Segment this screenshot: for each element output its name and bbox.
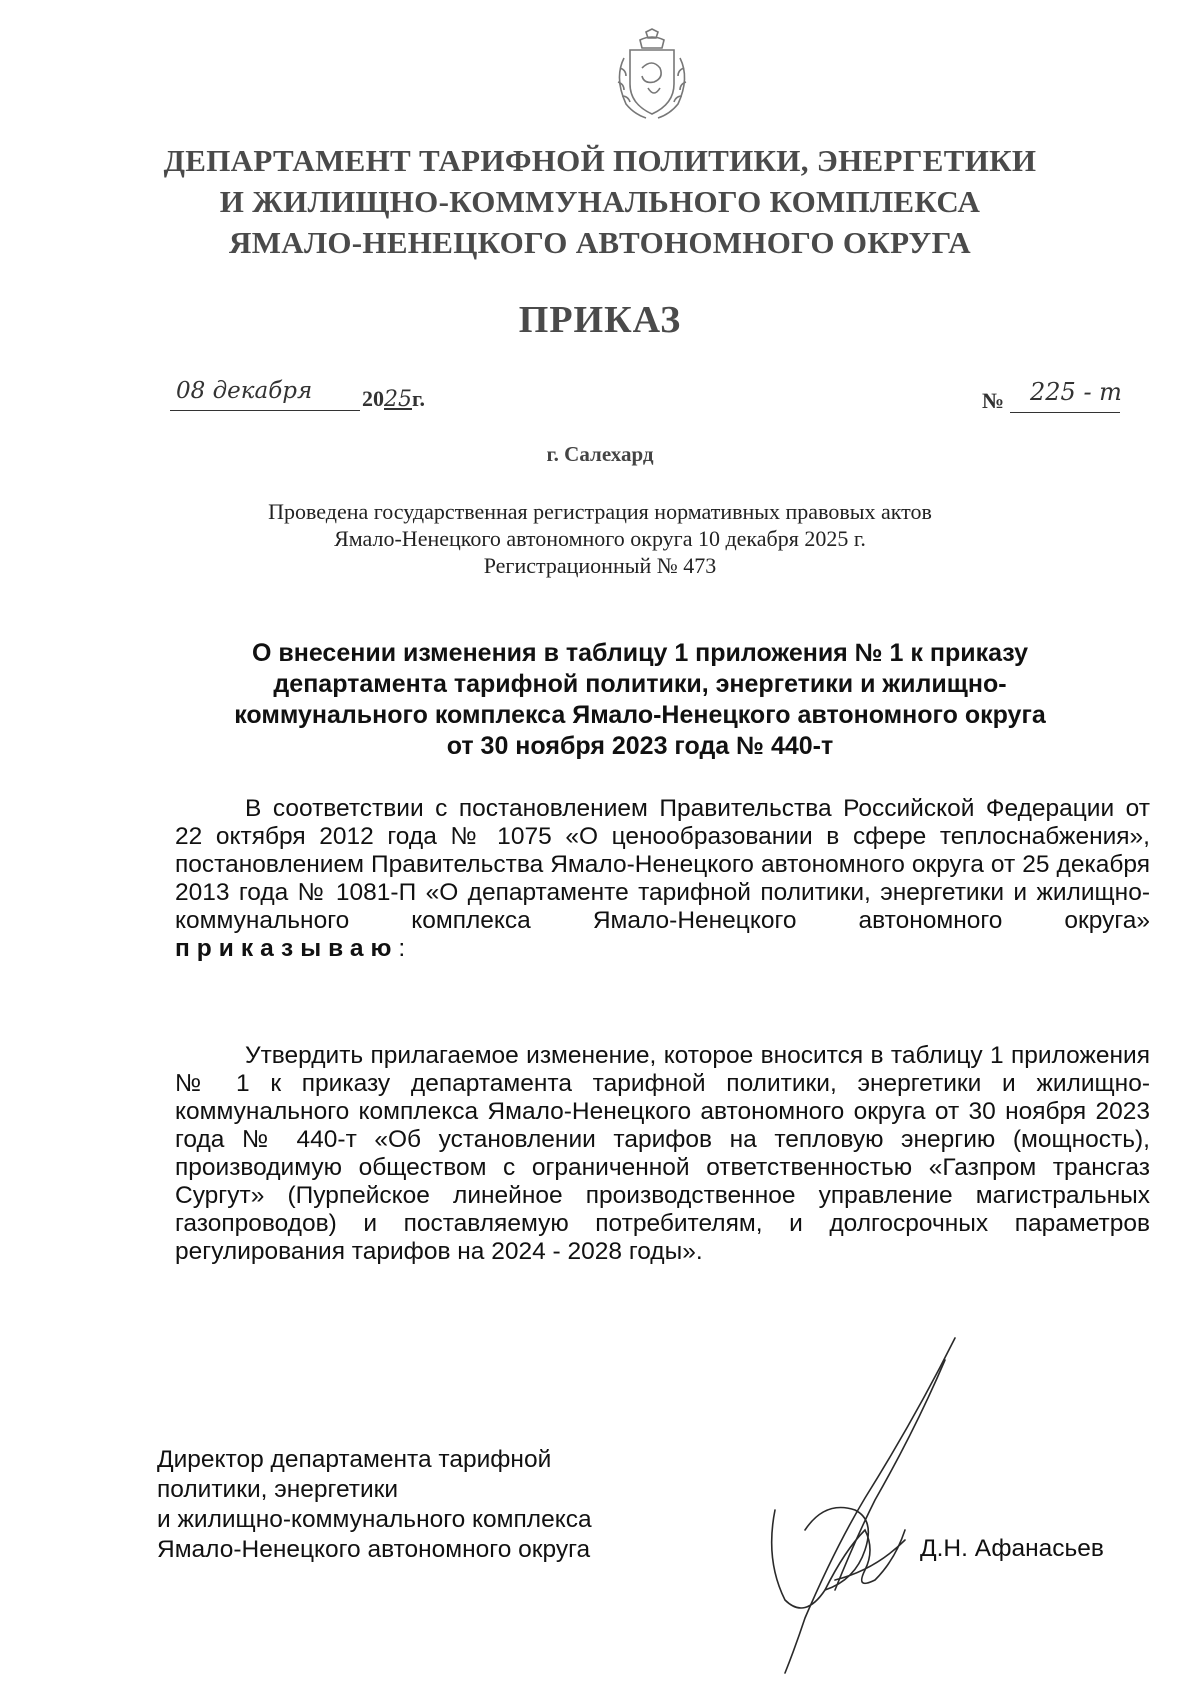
city-name: г. Салехард <box>546 442 654 466</box>
number-underline <box>1010 412 1120 413</box>
position-line: Ямало-Ненецкого автономного округа <box>157 1536 591 1563</box>
subject-line: коммунального комплекса Ямало-Ненецкого автономного округа <box>234 701 1046 729</box>
position-line: Директор департамента тарифной <box>157 1446 552 1473</box>
handwritten-number: 225 - т <box>1030 378 1122 406</box>
date-year <box>362 386 425 412</box>
department-header <box>0 140 1200 263</box>
signatory-name: Д.Н. Афанасьев <box>920 1535 1104 1562</box>
header-line: И ЖИЛИЩНО-КОММУНАЛЬНОГО КОМПЛЕКСА <box>219 184 981 219</box>
registration-line: Регистрационный № 473 <box>483 553 717 578</box>
subject-line: О внесении изменения в таблицу 1 приложения № 1 к приказу <box>251 639 1029 667</box>
signatory-position <box>157 1445 592 1565</box>
order-number <box>982 378 1142 416</box>
number-label: № <box>982 388 1005 413</box>
header-line: ДЕПАРТАМЕНТ ТАРИФНОЙ ПОЛИТИКИ, ЭНЕРГЕТИКИ <box>163 143 1037 178</box>
position-line: политики, энергетики <box>157 1476 399 1503</box>
resolution-text: Утвердить прилагаемое изменение, которое вносится в таблицу 1 приложения № 1 к приказу департамента тарифной политики, энергетики и жилищно-коммунального комплекса Ямало-Ненецкого автономного округа от 30 ноября 2023 года № 440-т «Об установлении тарифов на тепловую энергию (мощность), производимую обществом с ограниченной ответственностью «Газпром трансгаз Сургут» (Пурпейское линейное производственное управление магистральных газопроводов) и поставляемую потребителям, и долгосрочных параметров регулирования тарифов на 2024 - 2028 годы». <box>175 1042 1150 1265</box>
handwritten-date: 08 декабря <box>176 378 313 404</box>
order-subject <box>160 638 1120 762</box>
handwritten-signature <box>745 1330 985 1680</box>
registration-line: Ямало-Ненецкого автономного округа 10 декабря 2025 г. <box>334 526 866 551</box>
header-line: ЯМАЛО-НЕНЕЦКОГО АВТОНОМНОГО ОКРУГА <box>229 225 971 260</box>
coat-of-arms-icon <box>610 28 694 124</box>
handwritten-year: 25 <box>384 387 412 412</box>
resolution-paragraph <box>175 1042 1150 1266</box>
date-underline <box>170 410 360 411</box>
subject-line: департамента тарифной политики, энергетики и жилищно- <box>273 670 1007 698</box>
preamble-text: В соответствии с постановлением Правительства Российской Федерации от 22 октября 2012 года № 1075 «О ценообразовании в сфере теплоснабжения», постановлением Правительства Ямало-Ненецкого автономного округа от 25 декабря 2013 года № 1081-П «О департаменте тарифной политики, энергетики и жилищно-коммунального комплекса Ямало-Ненецкого автономного округа» <box>175 795 1150 934</box>
preamble-paragraph <box>175 795 1150 963</box>
year-suffix: г. <box>412 386 426 411</box>
registration-line: Проведена государственная регистрация нормативных правовых актов <box>268 499 932 524</box>
order-word-punct: : <box>398 935 406 962</box>
position-line: и жилищно-коммунального комплекса <box>157 1506 592 1533</box>
order-date <box>170 378 430 414</box>
subject-line: от 30 ноября 2023 года № 440-т <box>446 732 834 760</box>
registration-note <box>0 498 1200 579</box>
year-prefix: 20 <box>362 386 384 411</box>
document-type-title: ПРИКАЗ <box>518 299 682 341</box>
order-word: приказываю <box>175 935 399 962</box>
